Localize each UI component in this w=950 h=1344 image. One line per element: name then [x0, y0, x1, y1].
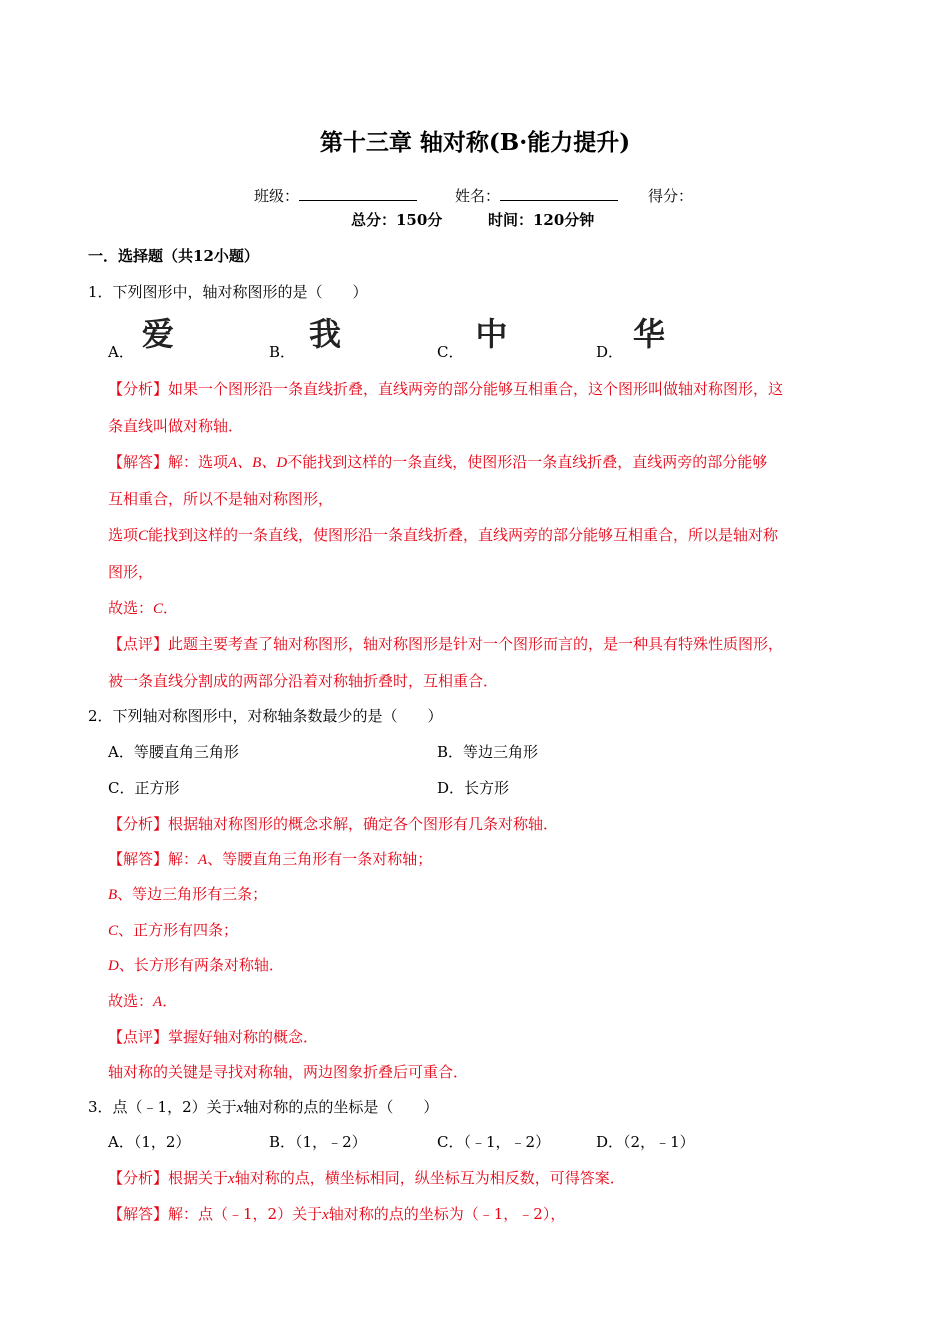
q1-answer-line-1 — [108, 451, 767, 472]
page-title: 第十三章 轴对称(B·能力提升) — [319, 129, 631, 156]
q1-option-a-label: A． — [108, 343, 134, 361]
q2-line-c: 、正方形有四条； — [118, 921, 239, 939]
q3-answer-a: 【解答】解：点（﹣1，2）关于 — [108, 1205, 323, 1223]
q3-option-a[interactable]: A．（1，2） — [108, 1133, 191, 1151]
q3-stem-var: x — [236, 1100, 244, 1116]
q2-option-b[interactable]: B．等边三角形 — [437, 743, 539, 761]
q2-analysis: 【分析】根据轴对称图形的概念求解，确定各个图形有几条对称轴． — [108, 815, 559, 833]
class-label: 班级： — [254, 187, 300, 205]
time-limit: 时间：120分钟 — [488, 211, 595, 229]
q1-comment-line-2: 被一条直线分割成的两部分沿着对称轴折叠时，互相重合． — [108, 672, 499, 690]
q1-option-d-label: D． — [596, 343, 624, 361]
q3-stem-b: 轴对称的点的坐标是（ ） — [243, 1098, 439, 1116]
q2-choice-var: A — [153, 994, 163, 1010]
q1-answer-line-3-b: 能找到这样的一条直线，使图形沿一条直线折叠，直线两旁的部分能够互相重合，所以是轴对称 — [148, 526, 779, 544]
q1-option-a-glyph: 爱 — [141, 315, 174, 353]
q1-answer-line-3-var: C — [138, 528, 149, 544]
q3-stem — [88, 1096, 438, 1117]
q2-line-b-var: B — [108, 887, 118, 903]
q1-analysis-line-2: 条直线叫做对称轴． — [108, 417, 244, 435]
q2-option-d[interactable]: D．长方形 — [437, 779, 510, 797]
q1-answer-line-2: 互相重合，所以不是轴对称图形， — [108, 490, 334, 508]
q1-option-b-glyph: 我 — [309, 315, 342, 353]
name-field — [455, 185, 618, 206]
q1-answer-line-1-a: 【解答】解：选项 — [108, 453, 229, 471]
q2-answer-b: 、等腰直角三角形有一条对称轴； — [207, 850, 433, 868]
score-label: 得分： — [648, 187, 694, 205]
q2-line-d: 、长方形有两条对称轴． — [118, 956, 284, 974]
q1-comment-line-1: 【点评】此题主要考查了轴对称图形，轴对称图形是针对一个图形而言的，是一种具有特殊性质图形， — [108, 635, 784, 653]
q1-option-b[interactable] — [269, 309, 341, 362]
q3-option-b[interactable]: B．（1，﹣2） — [269, 1133, 367, 1151]
q3-answer-b: 轴对称的点的坐标为（﹣1，﹣2）， — [328, 1205, 566, 1223]
q1-answer-line-3-a: 选项 — [108, 526, 139, 544]
q1-option-c-glyph: 中 — [475, 315, 508, 353]
q1-choice — [108, 597, 178, 618]
q1-option-d-glyph: 华 — [633, 315, 666, 353]
q2-answer-line-4 — [108, 954, 284, 975]
q3-analysis-b: 轴对称的点，横坐标相同，纵坐标互为相反数，可得答案． — [234, 1169, 625, 1187]
q1-option-c[interactable] — [437, 309, 508, 362]
q3-option-c[interactable]: C．（﹣1，﹣2） — [437, 1133, 551, 1151]
q3-analysis — [108, 1167, 625, 1188]
q3-analysis-var: x — [228, 1171, 235, 1187]
q2-choice-b: ． — [162, 992, 178, 1010]
q1-option-a[interactable] — [108, 309, 174, 362]
q3-stem-a: 3．点（﹣1，2）关于 — [88, 1098, 237, 1116]
q1-stem: 1．下列图形中，轴对称图形的是（ ） — [88, 283, 368, 301]
q2-line-c-var: C — [108, 923, 119, 939]
q1-option-b-label: B． — [269, 343, 296, 361]
q1-answer-line-1-vars: A、B、D — [228, 455, 288, 471]
q2-answer-line-2 — [108, 883, 267, 904]
q2-line-d-var: D — [108, 958, 119, 974]
class-blank[interactable] — [299, 186, 417, 201]
q1-answer-line-4: 图形， — [108, 563, 154, 581]
q3-answer — [108, 1203, 565, 1224]
name-blank[interactable] — [500, 186, 618, 201]
q2-option-a[interactable]: A．等腰直角三角形 — [108, 743, 239, 761]
q2-option-c[interactable]: C．正方形 — [108, 779, 180, 797]
section-heading: 一．选择题（共12小题） — [88, 247, 259, 265]
q1-option-c-label: C． — [437, 343, 464, 361]
q2-stem: 2．下列轴对称图形中，对称轴条数最少的是（ ） — [88, 707, 443, 725]
q3-option-d[interactable]: D．（2，﹣1） — [596, 1133, 695, 1151]
q3-answer-var: x — [322, 1207, 329, 1223]
q2-comment-line-2: 轴对称的关键是寻找对称轴，两边图象折叠后可重合． — [108, 1063, 469, 1081]
q2-choice — [108, 990, 177, 1011]
q1-option-d[interactable] — [596, 309, 665, 362]
class-field — [254, 185, 417, 206]
q2-answer-line-3 — [108, 919, 238, 940]
q1-answer-line-1-b: 不能找到这样的一条直线，使图形沿一条直线折叠，直线两旁的部分能够 — [287, 453, 768, 471]
q2-comment-line-1: 【点评】掌握好轴对称的概念． — [108, 1028, 319, 1046]
q2-answer-var: A — [198, 852, 208, 868]
q2-answer-a: 【解答】解： — [108, 850, 199, 868]
q1-choice-var: C — [153, 601, 164, 617]
q1-analysis-line-1: 【分析】如果一个图形沿一条直线折叠，直线两旁的部分能够互相重合，这个图形叫做轴对称图形，这 — [108, 380, 784, 398]
q2-choice-a: 故选： — [108, 992, 154, 1010]
total-score: 总分：150分 — [351, 211, 443, 229]
q2-line-b: 、等边三角形有三条； — [117, 885, 268, 903]
q1-answer-line-3 — [108, 524, 778, 545]
q1-choice-a: 故选： — [108, 599, 154, 617]
q3-analysis-a: 【分析】根据关于 — [108, 1169, 229, 1187]
q1-choice-b: ． — [163, 599, 179, 617]
name-label: 姓名： — [455, 187, 501, 205]
q2-answer-line-1 — [108, 848, 432, 869]
